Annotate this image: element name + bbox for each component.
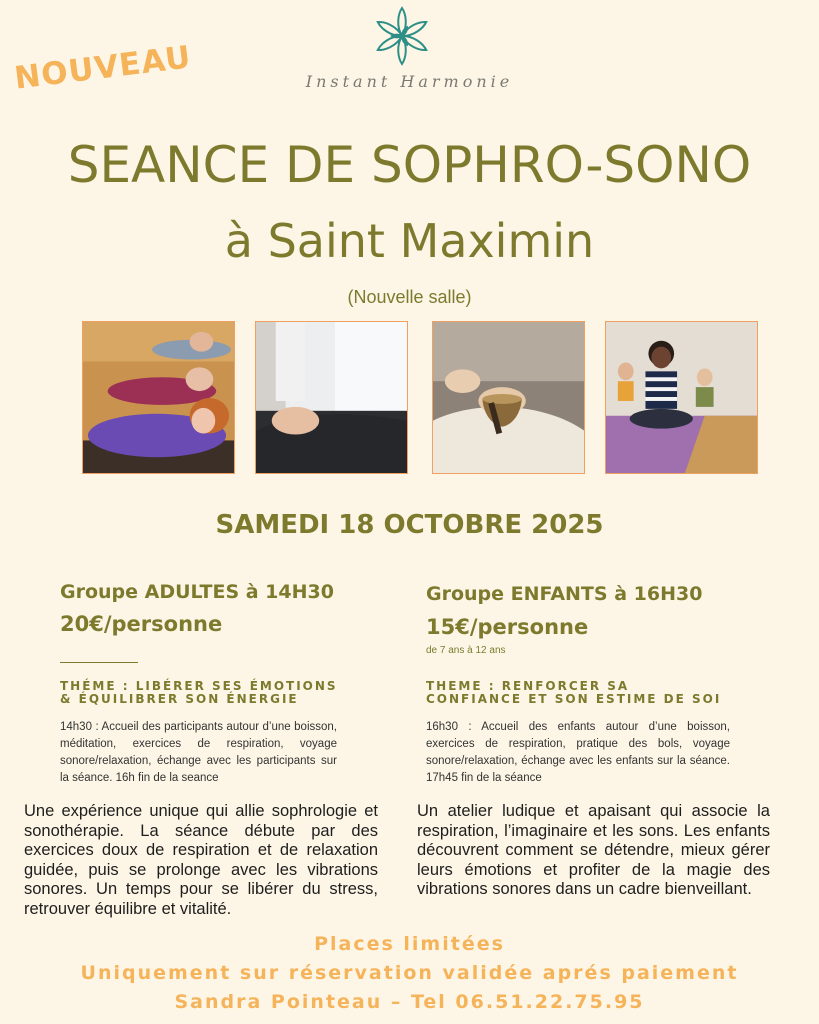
children-price: 15€/personne <box>426 615 589 639</box>
children-theme <box>426 680 746 706</box>
children-group-title: Groupe ENFANTS à 16H30 <box>426 583 703 605</box>
event-date: SAMEDI 18 OCTOBRE 2025 <box>215 510 604 540</box>
children-theme-line2: CONFIANCE ET SON ESTIME DE SOI <box>426 692 722 706</box>
contact-info: Sandra Pointeau – Tel 06.51.22.75.95 <box>174 991 645 1013</box>
adults-divider <box>60 662 138 663</box>
adults-theme-line2: & ÉQUILIBRER SON ÉNERGIE <box>60 692 299 706</box>
children-theme-line1: THEME : RENFORCER SA <box>426 679 630 693</box>
brand-name: Instant Harmonie <box>305 72 514 91</box>
children-description: Un atelier ludique et apaisant qui associe la respiration, l’imaginaire et les sons. Les enfants découvrent comment se détendre, mieux gérer leurs émotions et profiter de la magie des vibrations sonores dans un cadre bienveillant. <box>417 802 770 898</box>
photo-meditation-hands <box>255 321 408 474</box>
adults-schedule: 14h30 : Accueil des participants autour d’une boisson, méditation, exercices de respiration, voyage sonore/relaxation, échange avec les participants sur la séance. 16h fin de la seance <box>60 721 337 784</box>
venue-note: (Nouvelle salle) <box>347 287 472 307</box>
lotus-flower-icon <box>370 4 434 68</box>
photo-children-yoga <box>605 321 758 474</box>
adults-description: Une expérience unique qui allie sophrologie et sonothérapie. La séance débute par des exercices doux de respiration et de relaxation guidée, puis se prolonge avec les vibrations sonores. Un temps pour se libérer du stress, retrouver équilibre et vitalité. <box>24 802 378 918</box>
children-schedule: 16h30 : Accueil des enfants autour d’une boisson, exercices de respiration, pratique des bols, voyage sonore/relaxation, échange avec les enfants sur la séance. 17h45 fin de la séance <box>426 721 730 784</box>
adults-theme <box>60 680 380 706</box>
reservation-notice: Uniquement sur réservation validée aprés paiement <box>80 962 739 984</box>
children-age-range: de 7 ans à 12 ans <box>426 645 506 656</box>
limited-places-notice: Places limitées <box>314 933 505 955</box>
adults-price: 20€/personne <box>60 612 223 636</box>
adults-theme-line1: THÉME : LIBÉRER SES ÉMOTIONS <box>60 679 338 693</box>
photo-singing-bowl <box>432 321 585 474</box>
page-title: SEANCE DE SOPHRO-SONO <box>67 136 752 194</box>
nouveau-badge: NOUVEAU <box>12 39 194 97</box>
adults-group-title: Groupe ADULTES à 14H30 <box>60 581 334 603</box>
page-title-location: à Saint Maximin <box>224 214 595 268</box>
photo-adults-relaxation <box>82 321 235 474</box>
